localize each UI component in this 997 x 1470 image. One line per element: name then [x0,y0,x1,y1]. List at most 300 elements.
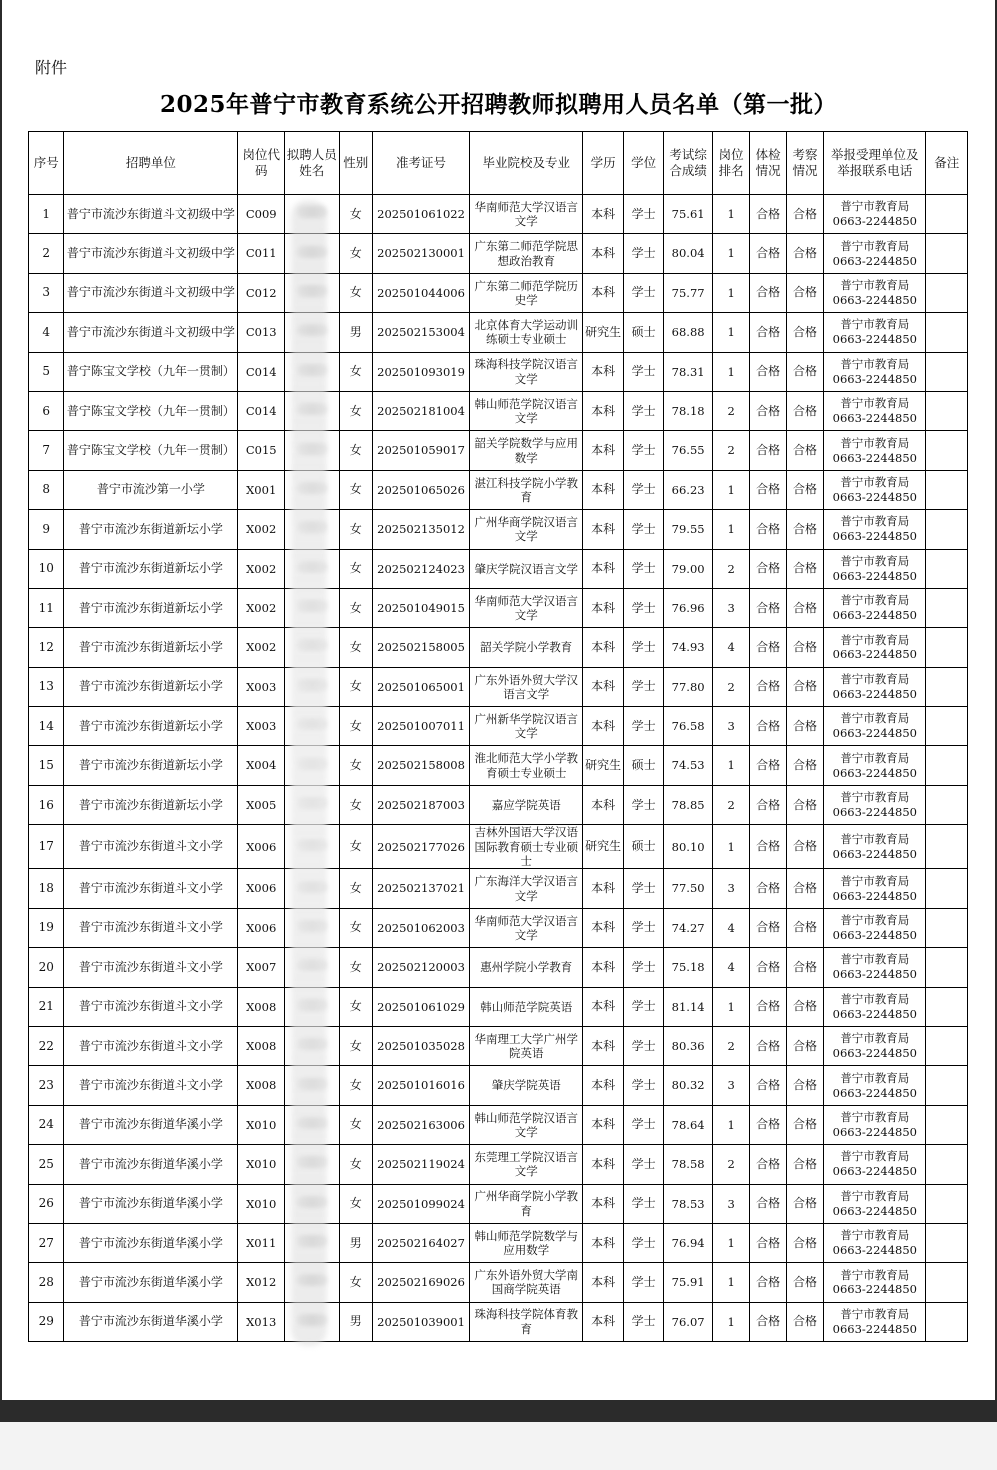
cell-rank: 1 [712,352,749,391]
cell-review: 合格 [786,1066,823,1105]
cell-degree: 学士 [623,352,663,391]
cell-position-code: C009 [238,195,285,234]
cell-degree: 学士 [623,470,663,509]
cell-rank: 1 [712,195,749,234]
cell-score: 76.07 [664,1302,713,1341]
cell-recruiting-unit: 普宁市流沙东街道斗文初级中学 [64,273,238,312]
contact-phone: 0663-2244850 [832,411,917,426]
cell-rank: 1 [712,510,749,549]
cell-note [926,908,968,947]
cell-recruiting-unit: 普宁市流沙东街道新坛小学 [64,510,238,549]
cell-serial-no: 23 [29,1066,64,1105]
cell-health-check: 合格 [750,987,786,1026]
cell-review: 合格 [786,746,823,785]
cell-rank: 2 [712,785,749,824]
table-row [29,352,968,391]
cell-review: 合格 [786,785,823,824]
contact-org: 普宁市教育局 [840,1070,910,1085]
cell-review: 合格 [786,707,823,746]
viewer-bottom-strip [0,1422,997,1470]
cell-school-major: 广州华商学院小学教育 [470,1184,583,1223]
table-row [29,825,968,869]
cell-education: 本科 [583,1302,623,1341]
table-row [29,707,968,746]
cell-school-major: 华南理工大学广州学院英语 [470,1026,583,1065]
cell-education: 本科 [583,1026,623,1065]
cell-contact [824,1184,926,1223]
cell-position-code: X006 [238,908,285,947]
cell-position-code: X002 [238,549,285,588]
cell-gender: 女 [339,1105,372,1144]
table-row [29,908,968,947]
cell-health-check: 合格 [750,908,786,947]
cell-recruiting-unit: 普宁市流沙东街道斗文小学 [64,1026,238,1065]
attachment-label: 附件 [35,58,68,77]
cell-contact [824,273,926,312]
cell-contact [824,470,926,509]
cell-school-major: 珠海科技学院体育教育 [470,1302,583,1341]
table-row [29,987,968,1026]
table-row [29,1145,968,1184]
cell-education: 本科 [583,391,623,430]
cell-serial-no: 14 [29,707,64,746]
cell-serial-no: 26 [29,1184,64,1223]
cell-recruiting-unit: 普宁市流沙东街道华溪小学 [64,1263,238,1302]
cell-rank: 1 [712,987,749,1026]
cell-degree: 学士 [623,1145,663,1184]
contact-org: 普宁市教育局 [840,1267,910,1282]
cell-serial-no: 4 [29,313,64,352]
cell-score: 75.18 [664,948,713,987]
cell-position-code: X005 [238,785,285,824]
cell-review: 合格 [786,948,823,987]
cell-score: 76.96 [664,588,713,627]
cell-note [926,1263,968,1302]
cell-gender: 女 [339,352,372,391]
cell-note [926,273,968,312]
cell-health-check: 合格 [750,470,786,509]
cell-note [926,667,968,706]
cell-position-code: C011 [238,234,285,273]
table-row [29,1066,968,1105]
cell-gender: 女 [339,1066,372,1105]
contact-org: 普宁市教育局 [840,356,910,371]
contact-phone: 0663-2244850 [832,1085,917,1100]
cell-degree: 学士 [623,431,663,470]
contact-phone: 0663-2244850 [832,332,917,347]
cell-education: 本科 [583,869,623,908]
cell-position-code: X013 [238,1302,285,1341]
contact-phone: 0663-2244850 [832,450,917,465]
contact-org: 普宁市教育局 [840,1031,910,1046]
contact-phone: 0663-2244850 [832,967,917,982]
cell-gender: 女 [339,549,372,588]
cell-education: 本科 [583,987,623,1026]
cell-contact [824,1026,926,1065]
cell-score: 79.00 [664,549,713,588]
cell-note [926,1302,968,1341]
cell-school-major: 惠州学院小学教育 [470,948,583,987]
column-header: 招聘单位 [64,132,238,195]
contact-phone: 0663-2244850 [832,1046,917,1061]
table-row [29,510,968,549]
cell-score: 80.04 [664,234,713,273]
cell-exam-id: 202502137021 [372,869,469,908]
cell-score: 78.53 [664,1184,713,1223]
cell-exam-id: 202501065001 [372,667,469,706]
cell-health-check: 合格 [750,431,786,470]
cell-rank: 1 [712,234,749,273]
cell-contact [824,746,926,785]
cell-school-major: 湛江科技学院小学教育 [470,470,583,509]
cell-degree: 学士 [623,588,663,627]
column-header: 岗位排名 [712,132,749,195]
cell-score: 76.55 [664,431,713,470]
cell-score: 78.64 [664,1105,713,1144]
cell-serial-no: 24 [29,1105,64,1144]
cell-position-code: X006 [238,825,285,869]
cell-exam-id: 202502181004 [372,391,469,430]
cell-school-major: 北京体育大学运动训练硕士专业硕士 [470,313,583,352]
cell-rank: 1 [712,1263,749,1302]
cell-note [926,391,968,430]
cell-contact [824,785,926,824]
cell-score: 74.93 [664,628,713,667]
cell-health-check: 合格 [750,588,786,627]
cell-position-code: C015 [238,431,285,470]
cell-contact [824,431,926,470]
contact-phone: 0663-2244850 [832,765,917,780]
cell-exam-id: 202502177026 [372,825,469,869]
cell-health-check: 合格 [750,1105,786,1144]
contact-org: 普宁市教育局 [840,873,910,888]
contact-org: 普宁市教育局 [840,632,910,647]
cell-score: 76.58 [664,707,713,746]
cell-note [926,549,968,588]
cell-education: 本科 [583,510,623,549]
cell-education: 研究生 [583,746,623,785]
cell-exam-id: 202501016016 [372,1066,469,1105]
contact-org: 普宁市教育局 [840,711,910,726]
cell-gender: 男 [339,1223,372,1262]
cell-serial-no: 19 [29,908,64,947]
cell-rank: 1 [712,313,749,352]
cell-recruiting-unit: 普宁市流沙东街道新坛小学 [64,707,238,746]
cell-health-check: 合格 [750,195,786,234]
table-row [29,273,968,312]
cell-education: 本科 [583,470,623,509]
table-row [29,1026,968,1065]
cell-position-code: X006 [238,869,285,908]
cell-exam-id: 202502187003 [372,785,469,824]
cell-note [926,1066,968,1105]
cell-review: 合格 [786,352,823,391]
cell-degree: 学士 [623,948,663,987]
contact-org: 普宁市教育局 [840,831,910,846]
table-row [29,1263,968,1302]
cell-exam-id: 202501007011 [372,707,469,746]
cell-gender: 女 [339,1184,372,1223]
cell-education: 本科 [583,195,623,234]
cell-education: 本科 [583,431,623,470]
cell-review: 合格 [786,1184,823,1223]
cell-degree: 学士 [623,510,663,549]
cell-exam-id: 202501061022 [372,195,469,234]
cell-note [926,1184,968,1223]
cell-gender: 女 [339,588,372,627]
cell-school-major: 广东第二师范学院思想政治教育 [470,234,583,273]
cell-note [926,588,968,627]
cell-rank: 3 [712,1184,749,1223]
cell-school-major: 韶关学院数学与应用数学 [470,431,583,470]
table-row [29,313,968,352]
cell-gender: 女 [339,510,372,549]
cell-gender: 女 [339,869,372,908]
table-row [29,628,968,667]
table-row [29,869,968,908]
contact-org: 普宁市教育局 [840,913,910,928]
cell-contact [824,1302,926,1341]
cell-degree: 学士 [623,869,663,908]
cell-education: 本科 [583,273,623,312]
cell-degree: 学士 [623,549,663,588]
cell-school-major: 广州华商学院汉语言文学 [470,510,583,549]
cell-note [926,746,968,785]
contact-phone: 0663-2244850 [832,726,917,741]
table-body [29,195,968,1342]
cell-exam-id: 202501044006 [372,273,469,312]
table-row [29,470,968,509]
cell-school-major: 韩山师范学院英语 [470,987,583,1026]
contact-phone: 0663-2244850 [832,888,917,903]
cell-note [926,707,968,746]
cell-degree: 学士 [623,628,663,667]
cell-exam-id: 202502130001 [372,234,469,273]
cell-health-check: 合格 [750,667,786,706]
cell-recruiting-unit: 普宁市流沙东街道新坛小学 [64,746,238,785]
cell-education: 本科 [583,234,623,273]
contact-org: 普宁市教育局 [840,238,910,253]
cell-degree: 硕士 [623,313,663,352]
cell-health-check: 合格 [750,869,786,908]
cell-position-code: C013 [238,313,285,352]
table-row [29,588,968,627]
cell-education: 本科 [583,1105,623,1144]
cell-education: 本科 [583,1145,623,1184]
cell-degree: 学士 [623,1263,663,1302]
cell-serial-no: 3 [29,273,64,312]
cell-gender: 女 [339,948,372,987]
column-header: 拟聘人员姓名 [284,132,339,195]
cell-degree: 学士 [623,273,663,312]
cell-degree: 学士 [623,1026,663,1065]
column-header: 毕业院校及专业 [470,132,583,195]
cell-serial-no: 22 [29,1026,64,1065]
cell-note [926,1145,968,1184]
cell-note [926,234,968,273]
contact-org: 普宁市教育局 [840,1149,910,1164]
cell-school-major: 东莞理工学院汉语言文学 [470,1145,583,1184]
cell-school-major: 吉林外国语大学汉语国际教育硕士专业硕士 [470,825,583,869]
cell-school-major: 广东第二师范学院历史学 [470,273,583,312]
cell-score: 74.53 [664,746,713,785]
cell-rank: 2 [712,431,749,470]
cell-contact [824,1066,926,1105]
cell-score: 80.32 [664,1066,713,1105]
cell-health-check: 合格 [750,1026,786,1065]
cell-degree: 学士 [623,1066,663,1105]
redaction-blur [291,200,327,1346]
contact-org: 普宁市教育局 [840,553,910,568]
cell-degree: 学士 [623,391,663,430]
cell-score: 78.31 [664,352,713,391]
cell-serial-no: 17 [29,825,64,869]
cell-gender: 女 [339,1145,372,1184]
page-title: 2025年普宁市教育系统公开招聘教师拟聘用人员名单（第一批） [159,91,837,118]
cell-serial-no: 15 [29,746,64,785]
cell-score: 66.23 [664,470,713,509]
cell-rank: 1 [712,1105,749,1144]
cell-exam-id: 202502158008 [372,746,469,785]
cell-contact [824,825,926,869]
table-row [29,1105,968,1144]
contact-phone: 0663-2244850 [832,489,917,504]
contact-org: 普宁市教育局 [840,1228,910,1243]
cell-position-code: X004 [238,746,285,785]
cell-school-major: 广州新华学院汉语言文学 [470,707,583,746]
contact-phone: 0663-2244850 [832,927,917,942]
contact-org: 普宁市教育局 [840,278,910,293]
cell-recruiting-unit: 普宁市流沙东街道华溪小学 [64,1145,238,1184]
cell-recruiting-unit: 普宁陈宝文学校（九年一贯制） [64,391,238,430]
table-row [29,391,968,430]
cell-position-code: X008 [238,987,285,1026]
cell-recruiting-unit: 普宁市流沙东街道斗文小学 [64,987,238,1026]
cell-exam-id: 202502164027 [372,1223,469,1262]
cell-degree: 学士 [623,195,663,234]
cell-note [926,987,968,1026]
cell-review: 合格 [786,391,823,430]
cell-education: 本科 [583,1066,623,1105]
contact-phone: 0663-2244850 [832,1321,917,1336]
cell-contact [824,667,926,706]
cell-gender: 女 [339,391,372,430]
cell-serial-no: 5 [29,352,64,391]
cell-review: 合格 [786,1223,823,1262]
cell-position-code: X012 [238,1263,285,1302]
column-header: 序号 [29,132,64,195]
cell-contact [824,1223,926,1262]
cell-score: 77.50 [664,869,713,908]
contact-org: 普宁市教育局 [840,593,910,608]
cell-recruiting-unit: 普宁市流沙东街道斗文小学 [64,825,238,869]
cell-school-major: 嘉应学院英语 [470,785,583,824]
cell-exam-id: 202502119024 [372,1145,469,1184]
cell-rank: 4 [712,908,749,947]
cell-serial-no: 16 [29,785,64,824]
cell-score: 78.85 [664,785,713,824]
table-row [29,1223,968,1262]
cell-score: 80.10 [664,825,713,869]
cell-note [926,470,968,509]
cell-review: 合格 [786,313,823,352]
cell-recruiting-unit: 普宁市流沙东街道华溪小学 [64,1105,238,1144]
cell-gender: 女 [339,785,372,824]
cell-serial-no: 29 [29,1302,64,1341]
cell-education: 本科 [583,549,623,588]
cell-position-code: X008 [238,1026,285,1065]
cell-serial-no: 1 [29,195,64,234]
cell-recruiting-unit: 普宁市流沙东街道斗文小学 [64,908,238,947]
cell-score: 77.80 [664,667,713,706]
column-header: 备注 [926,132,968,195]
cell-rank: 2 [712,1026,749,1065]
cell-serial-no: 20 [29,948,64,987]
cell-health-check: 合格 [750,510,786,549]
cell-serial-no: 10 [29,549,64,588]
cell-gender: 女 [339,273,372,312]
cell-degree: 硕士 [623,825,663,869]
cell-gender: 女 [339,628,372,667]
cell-note [926,195,968,234]
column-header: 性别 [339,132,372,195]
cell-exam-id: 202502124023 [372,549,469,588]
cell-review: 合格 [786,549,823,588]
cell-health-check: 合格 [750,352,786,391]
cell-education: 本科 [583,352,623,391]
cell-serial-no: 8 [29,470,64,509]
contact-phone: 0663-2244850 [832,371,917,386]
cell-score: 79.55 [664,510,713,549]
cell-rank: 1 [712,273,749,312]
cell-rank: 1 [712,470,749,509]
cell-contact [824,948,926,987]
contact-phone: 0663-2244850 [832,1203,917,1218]
cell-degree: 学士 [623,785,663,824]
cell-rank: 3 [712,588,749,627]
contact-phone: 0663-2244850 [832,608,917,623]
cell-serial-no: 25 [29,1145,64,1184]
contact-phone: 0663-2244850 [832,568,917,583]
cell-contact [824,1263,926,1302]
cell-position-code: X011 [238,1223,285,1262]
cell-note [926,1105,968,1144]
cell-recruiting-unit: 普宁市流沙东街道新坛小学 [64,667,238,706]
cell-school-major: 肇庆学院英语 [470,1066,583,1105]
cell-school-major: 广东外语外贸大学汉语言文学 [470,667,583,706]
cell-position-code: X001 [238,470,285,509]
cell-rank: 1 [712,825,749,869]
cell-score: 78.18 [664,391,713,430]
cell-health-check: 合格 [750,628,786,667]
cell-score: 75.77 [664,273,713,312]
cell-health-check: 合格 [750,1184,786,1223]
cell-contact [824,549,926,588]
cell-rank: 1 [712,1223,749,1262]
cell-education: 本科 [583,948,623,987]
cell-health-check: 合格 [750,273,786,312]
contact-org: 普宁市教育局 [840,474,910,489]
cell-position-code: X002 [238,628,285,667]
contact-org: 普宁市教育局 [840,1188,910,1203]
cell-contact [824,628,926,667]
cell-degree: 学士 [623,1105,663,1144]
cell-degree: 学士 [623,1302,663,1341]
cell-school-major: 韩山师范学院汉语言文学 [470,391,583,430]
cell-education: 本科 [583,1184,623,1223]
recruitment-table [28,131,968,1342]
cell-contact [824,1105,926,1144]
